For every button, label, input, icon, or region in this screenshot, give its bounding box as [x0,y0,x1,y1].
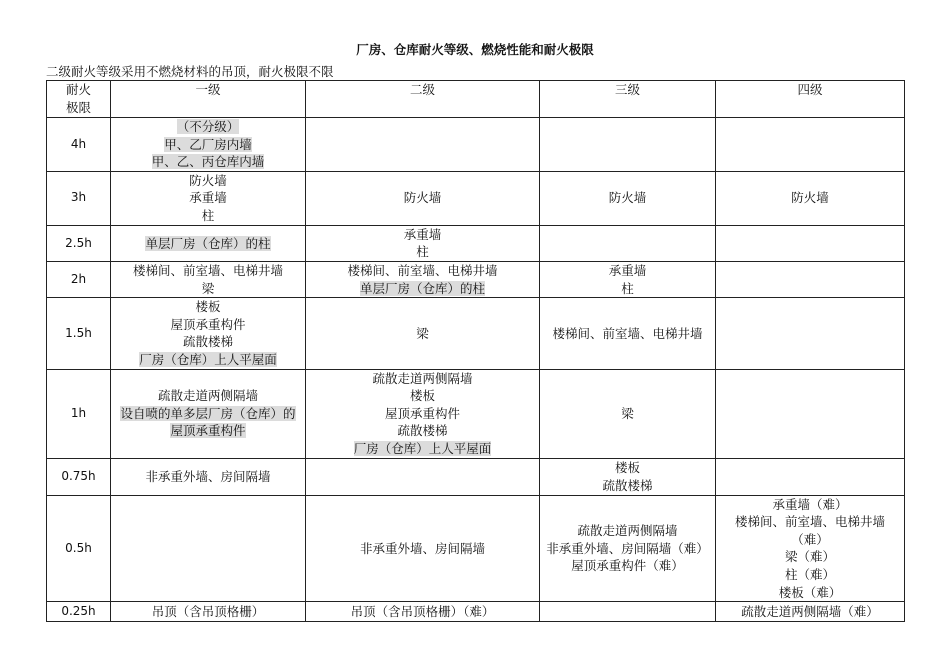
cell-line [308,243,537,261]
grade-3-cell [540,602,716,622]
cell-text: 疏散走道两侧隔墙 [577,522,678,538]
cell-line [113,235,303,253]
header-grade-4 [716,81,905,118]
grade-3-cell [540,261,716,297]
cell-line [542,477,713,495]
cell-line [113,387,303,405]
cell-text: 承重墙（难） [772,496,848,512]
cell-text: 屋顶承重构件 [170,316,246,332]
grade-1-cell [111,118,306,172]
cell-line [308,325,537,343]
cell-line [542,189,713,207]
cell-text: 吊顶（含吊顶格栅）（难） [350,603,495,619]
grade-1-cell [111,602,306,622]
cell-line [113,468,303,486]
cell-line [113,333,303,351]
table-row [47,171,905,225]
table-row [47,495,905,602]
cell-line [308,262,537,280]
cell-line [542,459,713,477]
cell-line [308,440,537,458]
cell-line [542,262,713,280]
cell-line [113,603,303,621]
cell-line [113,262,303,280]
header-grade-label: 三级 [614,82,640,97]
cell-text: 非承重外墙、房间隔墙 [359,540,485,556]
cell-line [308,422,537,440]
cell-text: 楼板 [614,459,640,475]
header-grade-label: 四级 [797,82,823,97]
grade-3-cell [540,171,716,225]
limit-cell: 1h [47,369,111,458]
cell-line [113,153,303,171]
cell-line [542,280,713,298]
table-row [47,458,905,495]
grade-2-cell [306,298,540,369]
cell-text: 楼板（难） [778,584,842,600]
cell-line [308,226,537,244]
limit-cell: 1.5h [47,298,111,369]
cell-text: 柱 [201,208,215,224]
grade-1-cell [111,495,306,602]
cell-line [718,513,902,531]
grade-3-cell [540,118,716,172]
cell-line [308,370,537,388]
grade-3-cell [540,495,716,602]
cell-line [113,172,303,190]
cell-text: 疏散走道两侧隔墙 [157,388,258,404]
grade-1-cell [111,171,306,225]
cell-text: 梁 [621,405,634,421]
cell-line [308,540,537,558]
cell-line [718,496,902,514]
cell-text: 承重墙 [189,190,227,206]
cell-line [542,325,713,343]
grade-1-cell [111,369,306,458]
header-grade-3 [540,81,716,118]
cell-text: 楼梯间、前室墙、电梯井墙 [132,262,283,278]
table-row [47,298,905,369]
cell-line [113,316,303,334]
highlighted-text: 单层厂房（仓库）的柱 [359,280,485,296]
table-row [47,602,905,622]
header-corner-line: 耐火 [65,82,91,97]
grade-4-cell [716,602,905,622]
cell-line [718,584,902,602]
cell-text: 柱 [621,280,634,296]
table-row [47,118,905,172]
header-grade-label: 一级 [195,82,221,97]
cell-text: 承重墙 [608,262,647,278]
cell-text: 防火墙 [608,190,647,206]
header-row [47,81,905,118]
note-text: 二级耐火等级采用不燃烧材料的吊顶，耐火极限不限 [46,64,334,79]
cell-line [113,422,303,440]
cell-text: 楼梯间、前室墙、电梯井墙 [552,325,703,341]
cell-line [113,118,303,136]
cell-line [308,387,537,405]
page-title: 厂房、仓库耐火等级、燃烧性能和耐火极限 [356,42,594,57]
grade-2-cell [306,261,540,297]
cell-line [308,405,537,423]
grade-3-cell [540,458,716,495]
cell-text: 非承重外墙、房间隔墙 [145,468,271,484]
cell-text: 屋顶承重构件 [384,405,460,421]
cell-line [718,603,902,621]
cell-text: 疏散走道两侧隔墙 [372,370,473,386]
cell-line [308,280,537,298]
header-grade-1 [111,81,306,118]
highlighted-text: （不分级） [176,119,240,134]
grade-3-cell [540,298,716,369]
cell-text: 梁（难） [784,549,835,565]
header-grade-2 [306,81,540,118]
cell-text: 梁 [201,280,215,296]
highlighted-text: 设自喷的单多层厂房（仓库）的 [120,405,296,421]
highlighted-text: 单层厂房（仓库）的柱 [145,235,271,251]
cell-text: 柱（难） [784,566,835,582]
grade-4-cell [716,225,905,261]
grade-4-cell [716,298,905,369]
table-row [47,369,905,458]
header-corner-cell [47,81,111,118]
grade-2-cell [306,369,540,458]
table-row [47,261,905,297]
highlighted-text: 屋顶承重构件 [170,423,246,439]
grade-1-cell [111,261,306,297]
limit-cell: 3h [47,171,111,225]
cell-text: 楼梯间、前室墙、电梯井墙 [347,262,498,278]
cell-text: 柱 [416,244,429,260]
cell-text: 楼板 [409,388,435,404]
grade-3-cell [540,369,716,458]
limit-cell: 4h [47,118,111,172]
grade-2-cell [306,602,540,622]
cell-line [542,522,713,540]
highlighted-text: 厂房（仓库）上人平屋面 [353,440,492,456]
limit-cell: 2h [47,261,111,297]
cell-text: 防火墙 [791,190,829,206]
cell-text: 非承重外墙、房间隔墙（难） [546,540,709,556]
cell-text: 防火墙 [403,190,442,206]
header-corner-line: 极限 [65,99,91,115]
cell-text: 疏散楼梯 [602,477,653,493]
grade-2-cell [306,458,540,495]
grade-2-cell [306,225,540,261]
cell-line [113,405,303,423]
cell-line [308,189,537,207]
cell-line [542,540,713,558]
cell-text: 梁 [416,325,429,341]
cell-line [308,603,537,621]
grade-1-cell [111,225,306,261]
cell-line [718,189,902,207]
cell-text: 疏散楼梯 [182,334,233,350]
grade-2-cell [306,171,540,225]
header-grade-label: 二级 [409,82,435,97]
grade-4-cell [716,495,905,602]
cell-text: 防火墙 [189,172,227,188]
grade-4-cell [716,369,905,458]
grade-4-cell [716,458,905,495]
cell-line [113,189,303,207]
cell-line [542,405,713,423]
cell-line [113,280,303,298]
table-row [47,225,905,261]
cell-line [113,136,303,154]
highlighted-text: 甲、乙厂房内墙 [164,136,252,152]
cell-text: 楼板 [195,299,221,315]
cell-line [113,351,303,369]
limit-cell: 0.75h [47,458,111,495]
grade-2-cell [306,495,540,602]
highlighted-text: 甲、乙、丙仓库内墙 [151,154,265,170]
cell-text: 疏散走道两侧隔墙（难） [741,603,879,619]
grade-3-cell [540,225,716,261]
cell-line [113,298,303,316]
grade-1-cell [111,458,306,495]
cell-line [542,557,713,575]
cell-text: 疏散楼梯 [397,423,448,439]
cell-text: （难） [791,531,829,547]
grade-4-cell [716,171,905,225]
cell-text: 承重墙 [403,226,442,242]
highlighted-text: 厂房（仓库）上人平屋面 [139,351,277,367]
cell-line [718,548,902,566]
grade-4-cell [716,261,905,297]
limit-cell: 0.25h [47,602,111,622]
grade-4-cell [716,118,905,172]
cell-text: 楼梯间、前室墙、电梯井墙 [734,514,885,530]
cell-line [113,207,303,225]
limit-cell: 0.5h [47,495,111,602]
grade-1-cell [111,298,306,369]
grade-2-cell [306,118,540,172]
fire-resistance-table [46,80,905,622]
cell-text: 屋顶承重构件（难） [571,558,684,574]
cell-text: 吊顶（含吊顶格栅） [151,603,265,619]
cell-line [718,566,902,584]
cell-line [718,531,902,549]
limit-cell: 2.5h [47,225,111,261]
